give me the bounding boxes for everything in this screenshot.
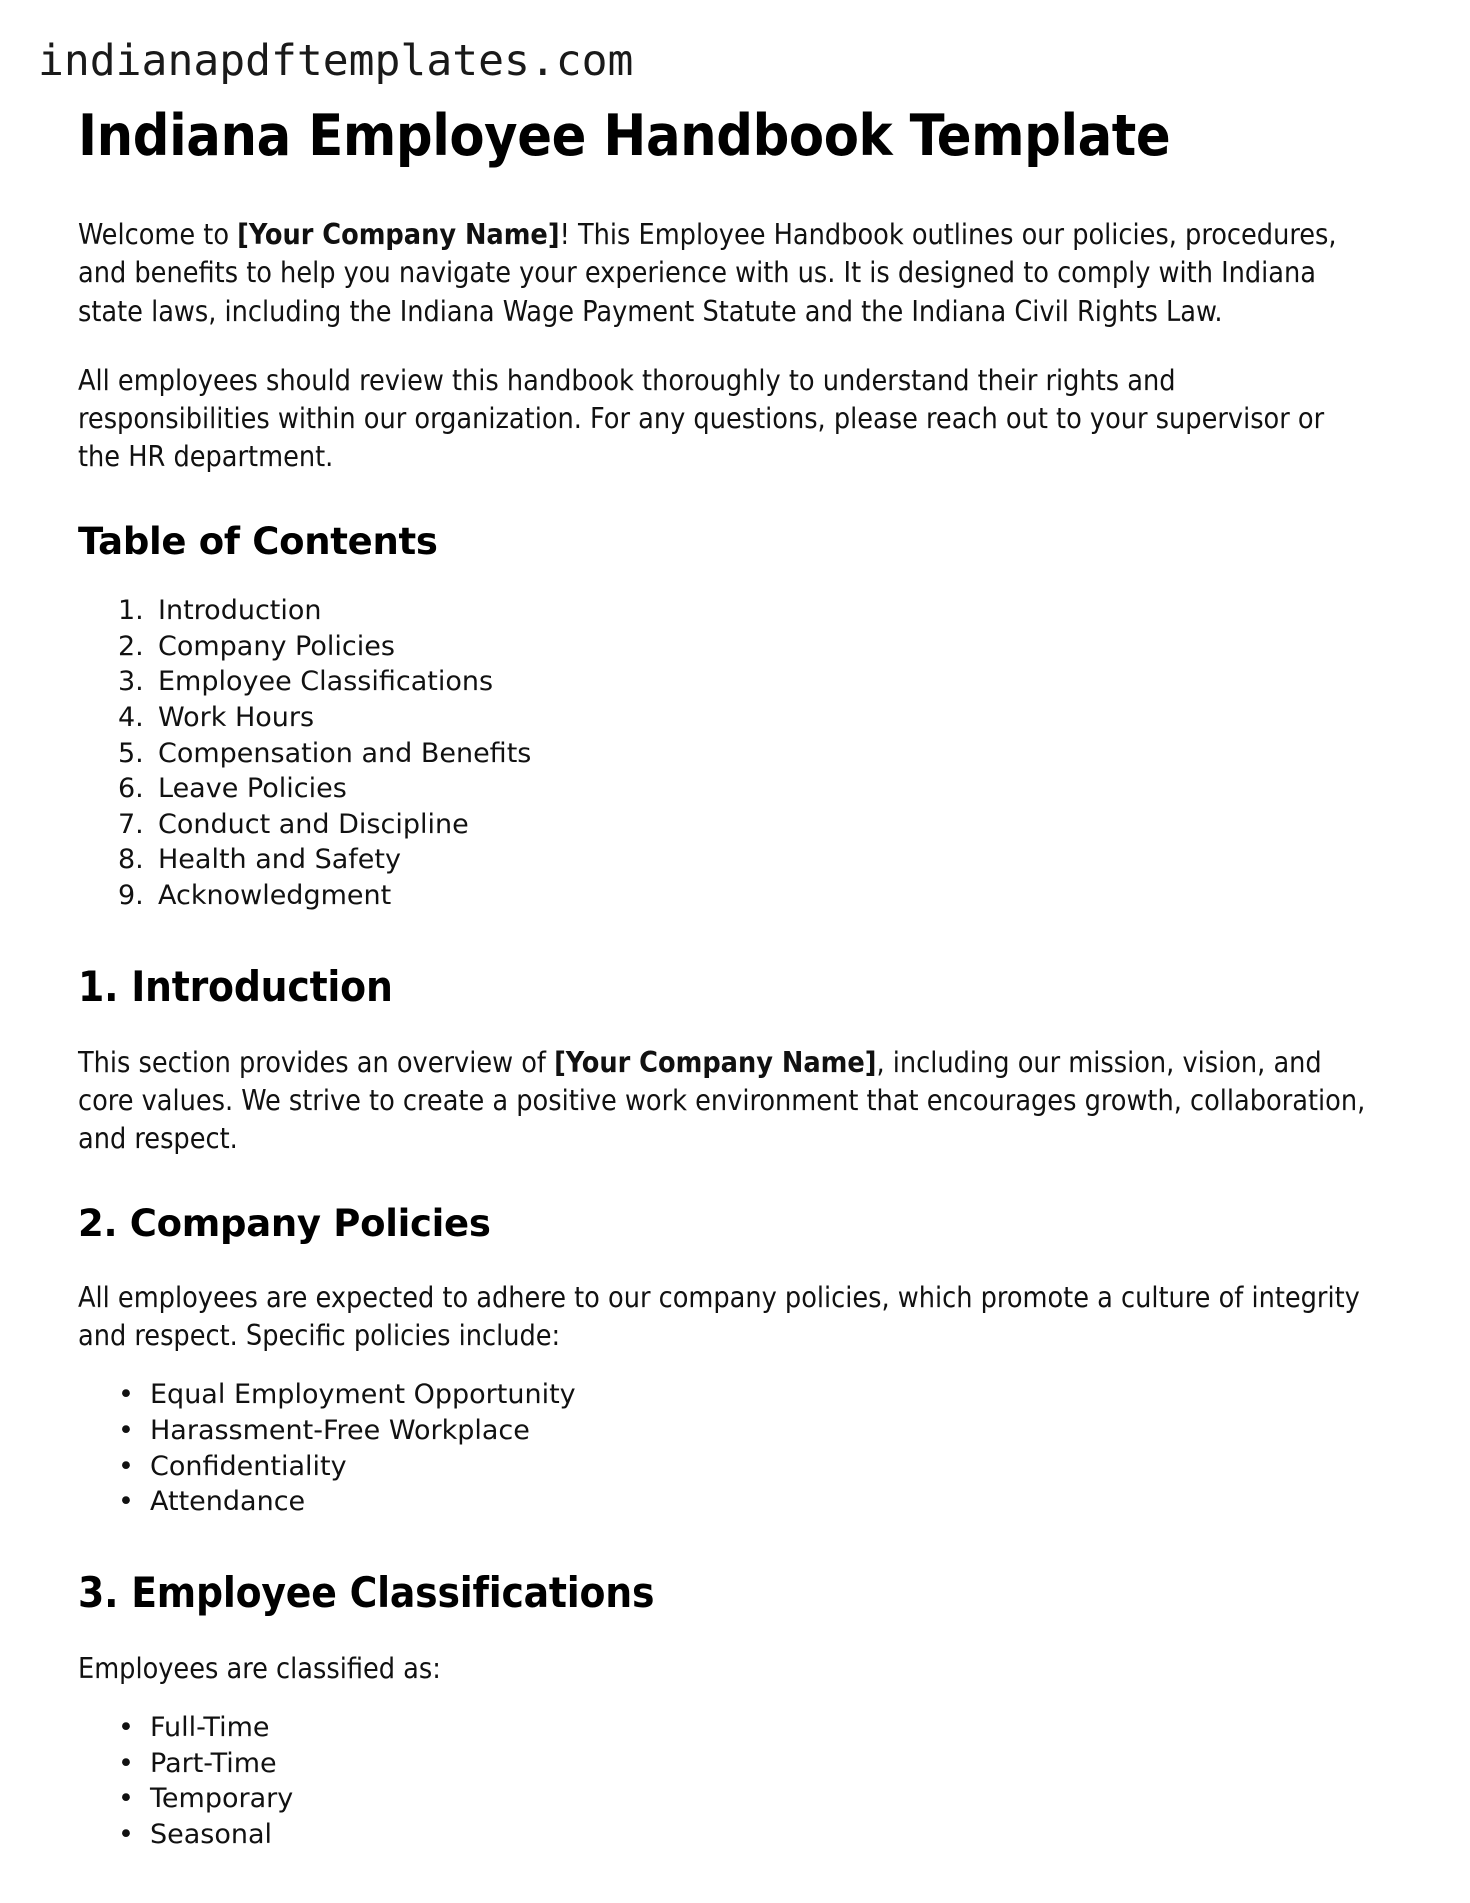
spacer <box>78 563 1392 597</box>
list-item <box>118 1488 1392 1524</box>
bullet-label: Seasonal <box>150 1819 273 1850</box>
bullet-icon: • <box>118 1783 134 1815</box>
bullet-label: Equal Employment Opportunity <box>150 1379 576 1411</box>
section-heading-introduction: 1. Introduction <box>78 961 393 1011</box>
spacer <box>78 170 1392 216</box>
list-item[interactable] <box>118 808 1392 847</box>
bullet-icon: • <box>118 1712 134 1744</box>
bullet-icon: • <box>118 1819 134 1850</box>
list-item[interactable] <box>118 668 1392 704</box>
toc-item-number: 2. <box>118 630 144 662</box>
toc-item-number: 3. <box>118 666 144 698</box>
table-of-contents-heading: Table of Contents <box>78 520 438 564</box>
section-heading-company-policies: 2. Company Policies <box>78 1202 491 1246</box>
intro-paragraph-1 <box>78 216 1368 331</box>
toc-item-number: 8. <box>118 844 144 876</box>
spacer <box>78 1010 1392 1044</box>
toc-item-label: Conduct and Discipline <box>158 808 469 840</box>
section-1-paragraph <box>78 1044 1368 1159</box>
spacer <box>78 1245 1392 1279</box>
list-item <box>118 1381 1392 1417</box>
toc-item-label: Work Hours <box>158 701 315 733</box>
list-item[interactable] <box>118 846 1392 882</box>
spacer <box>78 1355 1392 1381</box>
list-item <box>118 1747 1392 1786</box>
section-3-paragraph: Employees are classified as: <box>78 1651 441 1685</box>
spacer <box>78 1524 1392 1570</box>
section-heading-employee-classifications: 3. Employee Classifications <box>78 1567 655 1617</box>
toc-item-label: Leave Policies <box>158 773 347 805</box>
toc-item-label: Compensation and Benefits <box>158 737 532 769</box>
toc-item-number: 5. <box>118 737 144 769</box>
toc-item-number: 9. <box>118 879 144 911</box>
list-item <box>118 1821 1392 1857</box>
company-name-placeholder-1: [Your Company Name] <box>237 218 560 252</box>
bullet-label: Attendance <box>150 1486 306 1518</box>
list-item[interactable] <box>118 597 1392 633</box>
intro-paragraph-2: All employees should review this handbook thoroughly to understand their rights and responsibilities within our organization. For any questions, please reach out to your supervisor or the HR department. <box>78 363 1325 474</box>
list-item[interactable] <box>118 879 1392 918</box>
list-item <box>118 1785 1392 1821</box>
toc-item-label: Acknowledgment <box>158 879 392 911</box>
spacer <box>78 1688 1392 1714</box>
bullet-icon: • <box>118 1450 134 1482</box>
bullet-label: Temporary <box>150 1783 294 1815</box>
intro-p1-text-after: ! This Employee Handbook outlines our policies, procedures, and benefits to help you navigate your experience with us. It is designed to comply with Indiana state laws, including the Indiana Wage Payment Statute and the Indiana Civil Rights Law. <box>78 218 1337 328</box>
list-item <box>118 1714 1392 1750</box>
list-item[interactable] <box>118 701 1392 740</box>
intro-p1-text-before: Welcome to <box>78 218 238 252</box>
toc-item-label: Company Policies <box>158 630 395 662</box>
toc-item-label: Health and Safety <box>158 844 401 876</box>
spacer <box>78 1616 1392 1650</box>
list-item[interactable] <box>118 737 1392 776</box>
bullet-icon: • <box>118 1414 134 1446</box>
table-of-contents-list <box>78 597 1392 917</box>
toc-item-number: 6. <box>118 773 144 805</box>
bullet-icon: • <box>118 1747 134 1779</box>
spacer <box>78 1158 1392 1204</box>
bullet-label: Harassment-Free Workplace <box>150 1414 530 1446</box>
bullet-label: Confidentiality <box>150 1450 347 1482</box>
toc-item-number: 7. <box>118 808 144 840</box>
section-2-paragraph: All employees are expected to adhere to our company policies, which promote a culture of integrity and respect. Specific policies include: <box>78 1280 1360 1353</box>
list-item[interactable] <box>118 630 1392 669</box>
company-name-placeholder-2: [Your Company Name] <box>554 1045 877 1079</box>
bullet-label: Full-Time <box>150 1712 270 1744</box>
toc-item-number: 4. <box>118 701 144 733</box>
list-item <box>118 1414 1392 1453</box>
site-watermark: indianapdftemplates.com <box>38 36 634 86</box>
list-item[interactable] <box>118 775 1392 811</box>
employee-classifications-bullet-list <box>78 1714 1392 1856</box>
toc-item-number: 1. <box>118 595 144 627</box>
bullet-label: Part-Time <box>150 1747 277 1779</box>
spacer <box>78 476 1392 522</box>
toc-item-label: Employee Classifications <box>158 666 494 698</box>
section-1-text-before: This section provides an overview of <box>78 1045 555 1079</box>
page-title: Indiana Employee Handbook Template <box>78 103 1171 169</box>
toc-item-label: Introduction <box>158 595 322 627</box>
list-item <box>118 1450 1392 1489</box>
bullet-icon: • <box>118 1486 134 1518</box>
company-policies-bullet-list <box>78 1381 1392 1523</box>
spacer <box>78 918 1392 964</box>
bullet-icon: • <box>118 1379 134 1411</box>
section-1-text-after: , including our mission, vision, and core values. We strive to create a positive work environment that encourages growth, collaboration, and respect. <box>78 1045 1366 1156</box>
